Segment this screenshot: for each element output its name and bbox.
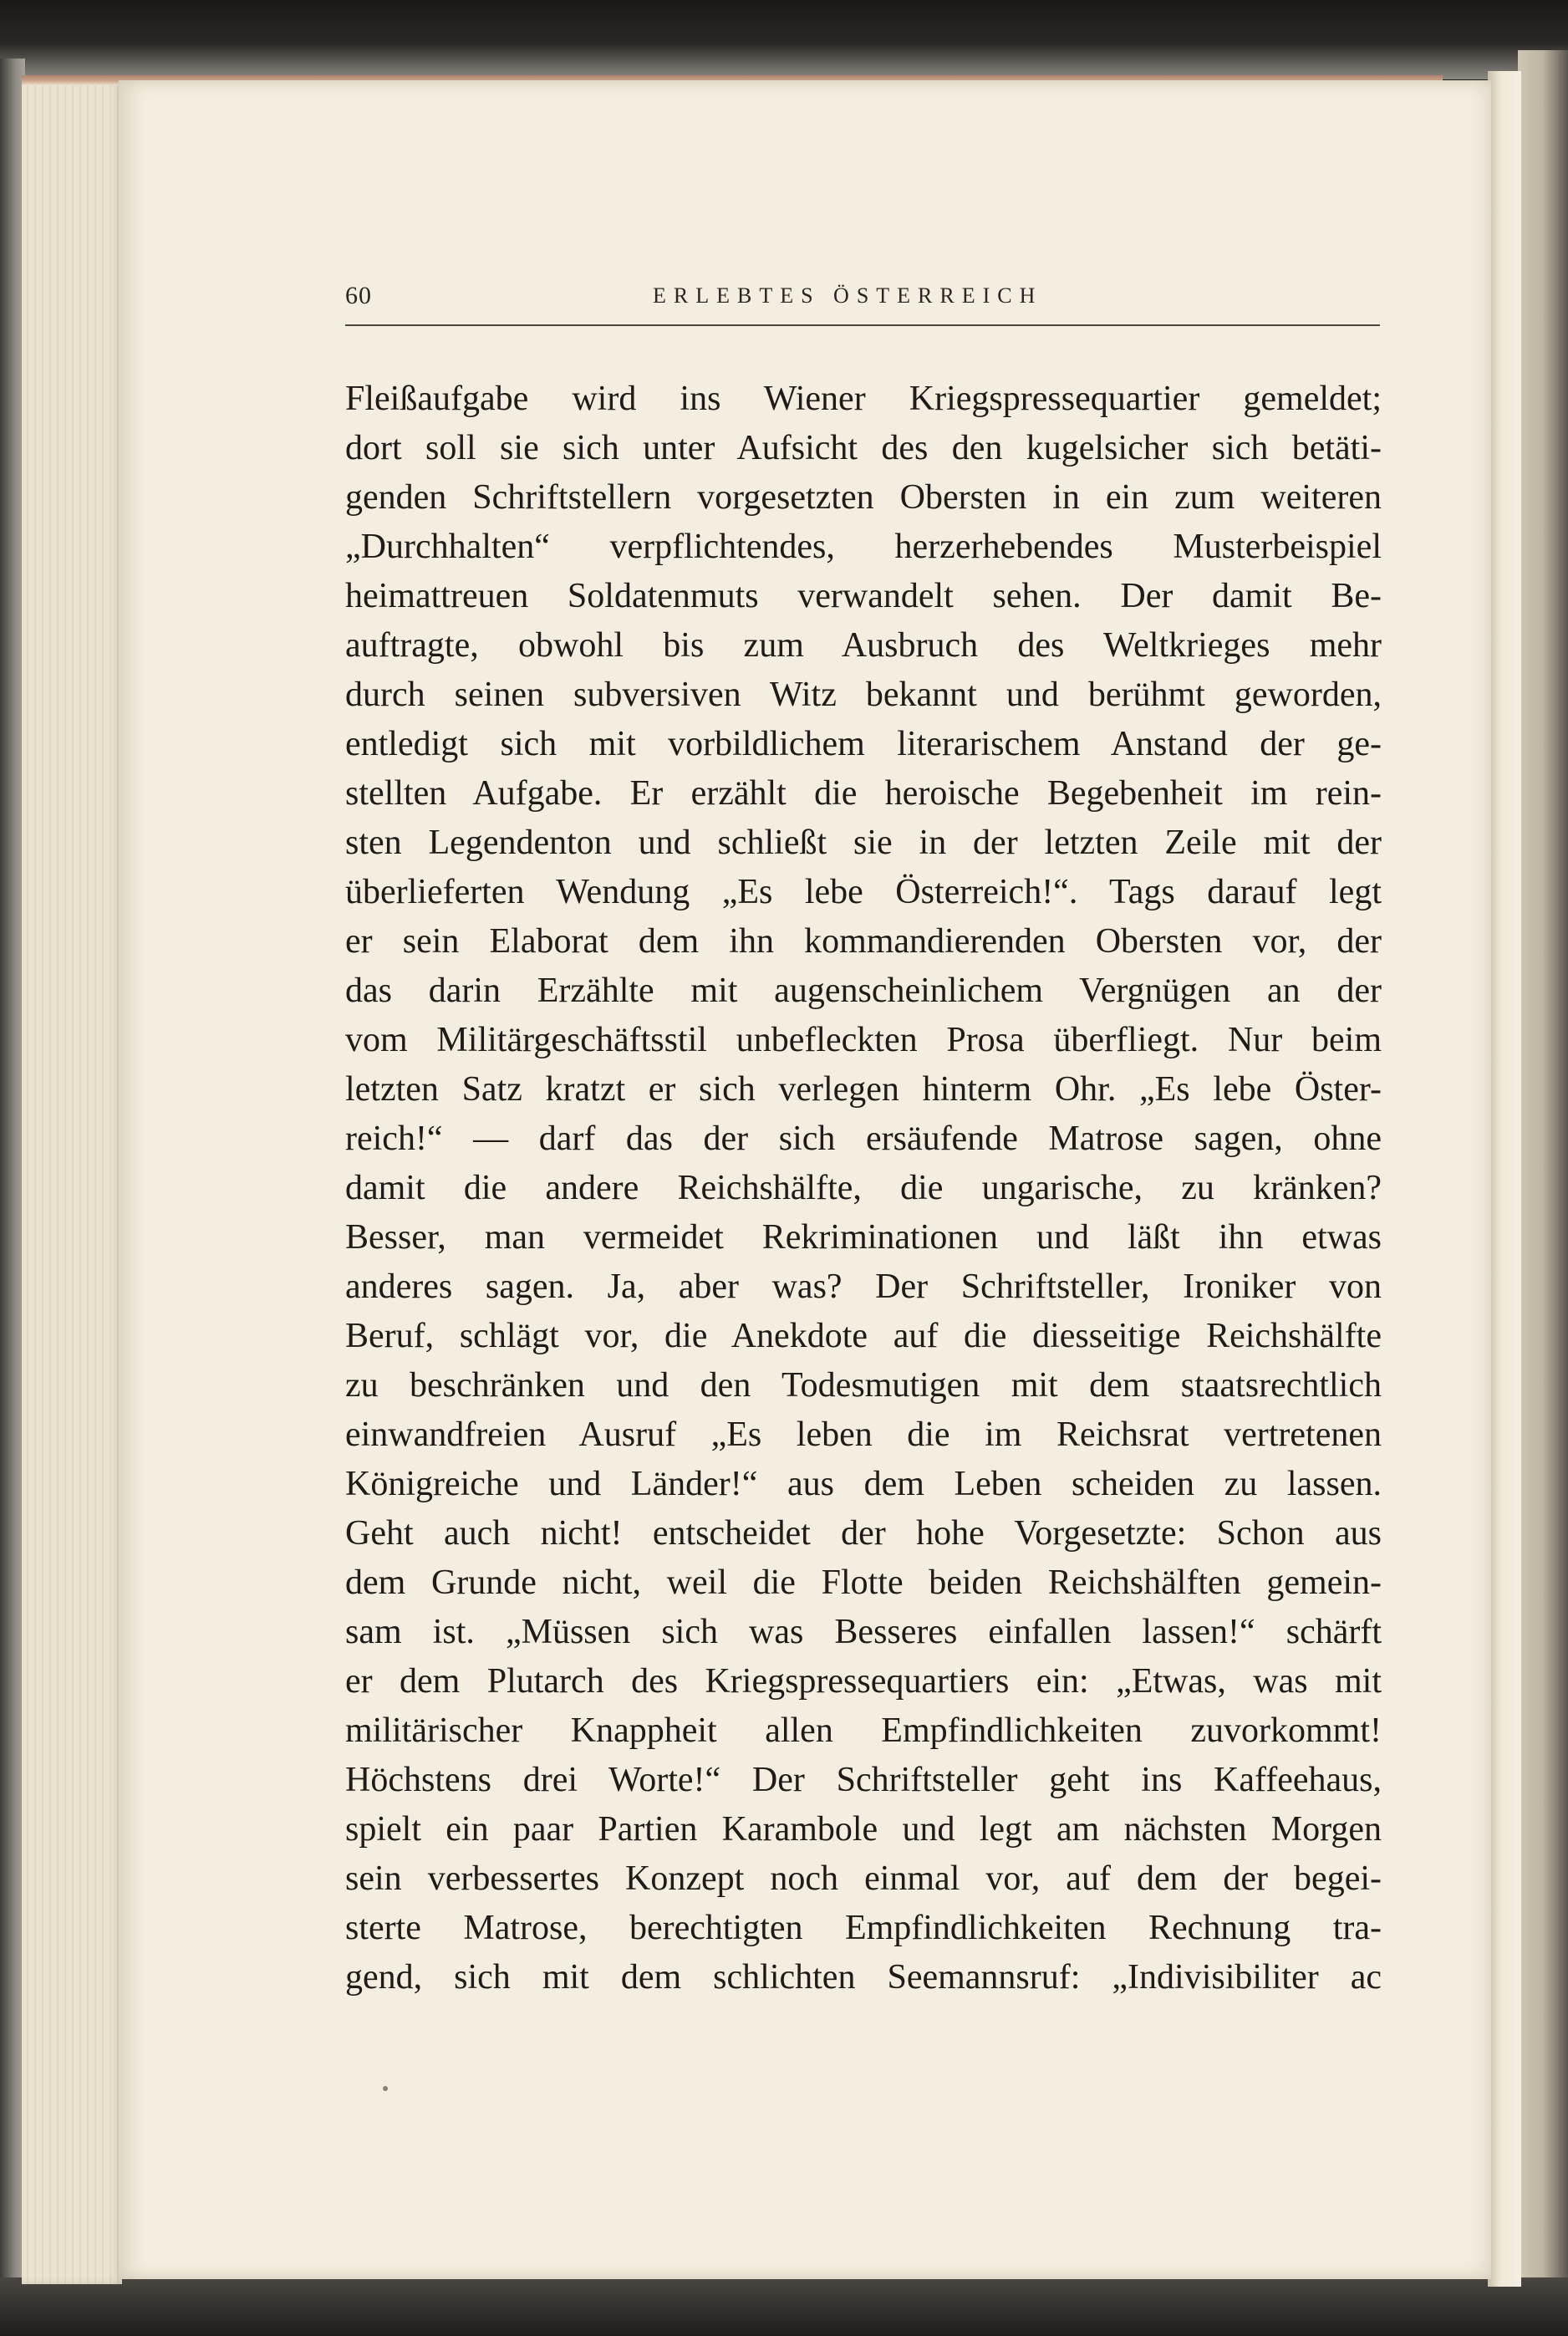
running-title: ERLEBTES ÖSTERREICH — [653, 283, 1043, 308]
text-line: zu beschränken und den Todesmutigen mit dem staatsrechtlich — [345, 1366, 1382, 1405]
book-cover-right — [1518, 50, 1568, 2291]
text-line: sten Legendenton und schließt sie in der letzten Zeile mit der — [345, 824, 1382, 862]
text-line: durch seinen subversiven Witz bekannt und berühmt geworden, — [345, 676, 1382, 714]
text-line: reich!“ — darf das der sich ersäufende Matrose sagen, ohne — [345, 1120, 1382, 1158]
page-number: 60 — [345, 282, 372, 309]
text-line: entledigt sich mit vorbildlichem literarischem Anstand der ge- — [345, 725, 1382, 763]
text-line: Königreiche und Länder!“ aus dem Leben scheiden zu lassen. — [345, 1465, 1382, 1503]
text-line: auftragte, obwohl bis zum Ausbruch des Weltkrieges mehr — [345, 626, 1382, 665]
text-line: „Durchhalten“ verpflichtendes, herzerhebendes Musterbeispiel — [345, 528, 1382, 566]
text-line: Höchstens drei Worte!“ Der Schriftsteller geht ins Kaffeehaus, — [345, 1761, 1382, 1799]
text-line: heimattreuen Soldatenmuts verwandelt sehen. Der damit Be- — [345, 577, 1382, 615]
text-line: militärischer Knappheit allen Empfindlichkeiten zuvorkommt! — [345, 1711, 1382, 1750]
text-line: genden Schriftstellern vorgesetzten Obersten in ein zum weiteren — [345, 478, 1382, 517]
text-line: dort soll sie sich unter Aufsicht des den kugelsicher sich betäti- — [345, 429, 1382, 467]
text-line: sam ist. „Müssen sich was Besseres einfallen lassen!“ schärft — [345, 1613, 1382, 1651]
text-line: er sein Elaborat dem ihn kommandierenden Obersten vor, der — [345, 922, 1382, 961]
text-line: überlieferten Wendung „Es lebe Österreich!“. Tags darauf legt — [345, 873, 1382, 911]
text-line: vom Militärgeschäftsstil unbefleckten Prosa überfliegt. Nur beim — [345, 1021, 1382, 1059]
text-line: sein verbessertes Konzept noch einmal vor, auf dem der begei- — [345, 1859, 1382, 1898]
facing-page-edge — [1488, 71, 1521, 2287]
text-line: er dem Plutarch des Kriegspressequartiers ein: „Etwas, was mit — [345, 1662, 1382, 1701]
text-line: spielt ein paar Partien Karambole und legt am nächsten Morgen — [345, 1810, 1382, 1849]
text-line: stellten Aufgabe. Er erzählt die heroische Begebenheit im rein- — [345, 774, 1382, 813]
text-line: einwandfreien Ausruf „Es leben die im Reichsrat vertretenen — [345, 1415, 1382, 1454]
page-block-edges — [22, 77, 122, 2284]
page-speck — [383, 2086, 388, 2091]
book-cover-bottom — [0, 2277, 1568, 2336]
text-line: sterte Matrose, berechtigten Empfindlichkeiten Rechnung tra- — [345, 1909, 1382, 1947]
book-cover-top — [0, 0, 1568, 79]
text-line: Besser, man vermeidet Rekriminationen und läßt ihn etwas — [345, 1218, 1382, 1257]
text-line: Fleißaufgabe wird ins Wiener Kriegspressequartier gemeldet; — [345, 380, 1382, 418]
text-line: letzten Satz kratzt er sich verlegen hinterm Ohr. „Es lebe Öster- — [345, 1070, 1382, 1109]
text-line: Beruf, schlägt vor, die Anekdote auf die diesseitige Reichshälfte — [345, 1317, 1382, 1355]
text-line: anderes sagen. Ja, aber was? Der Schriftsteller, Ironiker von — [345, 1267, 1382, 1306]
text-line: gend, sich mit dem schlichten Seemannsruf: „Indivisibiliter ac — [345, 1958, 1382, 1997]
text-line: Geht auch nicht! entscheidet der hohe Vorgesetzte: Schon aus — [345, 1514, 1382, 1553]
text-line: dem Grunde nicht, weil die Flotte beiden Reichshälften gemein- — [345, 1563, 1382, 1602]
body-text — [345, 375, 1382, 2002]
text-line: damit die andere Reichshälfte, die ungarische, zu kränken? — [345, 1169, 1382, 1207]
page-header — [345, 282, 1380, 324]
text-line: das darin Erzählte mit augenscheinlichem Vergnügen an der — [345, 972, 1382, 1010]
header-rule — [345, 324, 1380, 326]
